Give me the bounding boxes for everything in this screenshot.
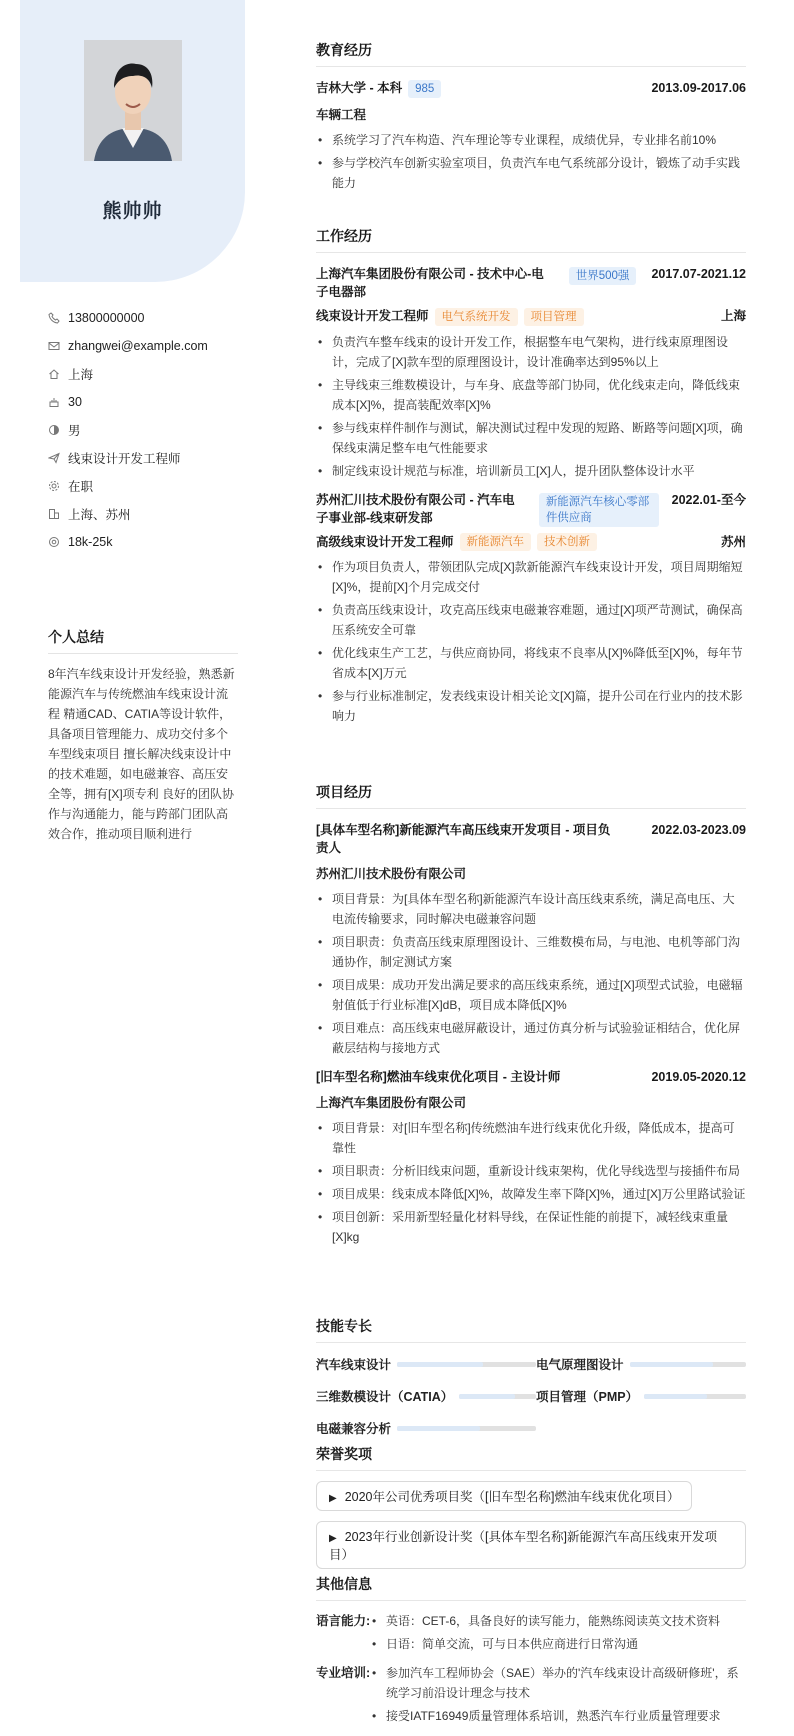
skill-label: 三维数模设计（CATIA） bbox=[316, 1390, 454, 1404]
contact-text: 男 bbox=[68, 424, 81, 438]
project-header bbox=[316, 1068, 746, 1086]
skill-label: 电磁兼容分析 bbox=[316, 1422, 392, 1436]
work-header bbox=[316, 265, 746, 301]
phone-icon bbox=[48, 312, 60, 324]
skill-item bbox=[316, 1355, 536, 1373]
work-section bbox=[316, 226, 746, 729]
skill-tag: 新能源汽车 bbox=[460, 533, 532, 551]
list-item: • 参与行业标准制定，发表线束设计相关论文[X]篇，提升公司在行业内的技术影响力 bbox=[316, 686, 746, 726]
company-tag: 世界500强 bbox=[569, 267, 637, 285]
major: 车辆工程 bbox=[316, 107, 367, 122]
skill-label: 项目管理（PMP） bbox=[536, 1390, 639, 1404]
project-item bbox=[316, 821, 746, 1058]
skills-section bbox=[316, 1316, 746, 1437]
work-item bbox=[316, 265, 746, 481]
language-row bbox=[316, 1611, 746, 1657]
school-tag: 985 bbox=[408, 80, 441, 98]
training-label: 专业培训: bbox=[316, 1666, 371, 1680]
project-bullets bbox=[316, 889, 746, 1058]
education-bullets bbox=[316, 130, 746, 193]
role-title: 高级线束设计开发工程师 bbox=[316, 534, 454, 549]
list-item: • 主导线束三维数模设计，与车身、底盘等部门协同，优化线束走向，降低线束成本[X]%，提高装配效率[X]% bbox=[316, 375, 746, 415]
other-section bbox=[316, 1574, 746, 1729]
education-header bbox=[316, 79, 746, 98]
list-item: • 日语：简单交流，可与日本供应商进行日常沟通 bbox=[370, 1634, 746, 1654]
contact-salary bbox=[48, 528, 238, 556]
projects-section bbox=[316, 782, 746, 1250]
contact-gender bbox=[48, 416, 238, 444]
contact-list bbox=[48, 304, 238, 556]
profile-name: 熊帅帅 bbox=[102, 201, 163, 222]
award-item[interactable] bbox=[316, 1521, 746, 1569]
project-item bbox=[316, 1068, 746, 1247]
list-item: • 项目背景：为[具体车型名称]新能源汽车设计高压线束系统，满足高电压、大电流传输要求，同时解决电磁兼容问题 bbox=[316, 889, 746, 929]
section-title: 教育经历 bbox=[316, 40, 746, 67]
award-text: 2023年行业创新设计奖（[具体车型名称]新能源汽车高压线束开发项目） bbox=[329, 1530, 717, 1562]
contact-text: 18k-25k bbox=[68, 535, 113, 549]
work-bullets bbox=[316, 332, 746, 481]
skill-item bbox=[316, 1419, 536, 1437]
list-item: • 参与线束样件制作与测试，解决测试过程中发现的短路、断路等问题[X]项，确保线束满足整车电气性能要求 bbox=[316, 418, 746, 458]
skill-bar-fill bbox=[644, 1394, 707, 1399]
skills-grid bbox=[316, 1355, 746, 1437]
list-item: • 参与学校汽车创新实验室项目，负责汽车电气系统部分设计，锻炼了动手实践能力 bbox=[316, 153, 746, 193]
company-tag: 新能源汽车核心零部件供应商 bbox=[539, 493, 659, 527]
play-triangle-icon: ▶ bbox=[329, 1533, 337, 1544]
contact-email bbox=[48, 332, 238, 360]
list-item: • 参加汽车工程师协会（SAE）举办的'汽车线束设计高级研修班'，系统学习前沿设计理念与技术 bbox=[370, 1663, 746, 1703]
list-item: • 接受IATF16949质量管理体系培训，熟悉汽车行业质量管理要求 bbox=[370, 1706, 746, 1726]
building-icon bbox=[48, 508, 60, 520]
work-date: 2017.07-2021.12 bbox=[651, 267, 746, 281]
contact-text: 在职 bbox=[68, 480, 94, 494]
company-name: 上海汽车集团股份有限公司 - 技术中心-电子电器部 bbox=[316, 267, 544, 299]
skill-bar bbox=[644, 1394, 746, 1399]
profile-photo bbox=[84, 40, 182, 161]
awards-section bbox=[316, 1444, 746, 1569]
project-date: 2019.05-2020.12 bbox=[651, 1070, 746, 1084]
send-icon bbox=[48, 452, 60, 464]
status-icon bbox=[48, 480, 60, 492]
project-bullets bbox=[316, 1118, 746, 1247]
skill-tag: 电气系统开发 bbox=[435, 308, 518, 326]
skill-bar bbox=[459, 1394, 536, 1399]
training-list bbox=[370, 1663, 746, 1729]
list-item: • 负责汽车整车线束的设计开发工作，根据整车电气架构，进行线束原理图设计，完成了[X]款车型的原理图设计，设计准确率达到95%以上 bbox=[316, 332, 746, 372]
contact-text: 30 bbox=[68, 395, 82, 409]
cake-icon bbox=[48, 396, 60, 408]
coin-icon bbox=[48, 536, 60, 548]
portrait-image bbox=[84, 40, 182, 161]
list-item: • 项目职责：分析旧线束问题，重新设计线束架构，优化导线选型与接插件布局 bbox=[316, 1161, 746, 1181]
skill-label: 电气原理图设计 bbox=[536, 1358, 624, 1372]
skill-bar-fill bbox=[397, 1362, 483, 1367]
skill-item bbox=[536, 1387, 746, 1405]
contact-position bbox=[48, 444, 238, 472]
list-item: • 项目职责：负责高压线束原理图设计、三维数模布局，与电池、电机等部门沟通协作，制定测试方案 bbox=[316, 932, 746, 972]
company-name: 苏州汇川技术股份有限公司 - 汽车电子事业部-线束研发部 bbox=[316, 492, 515, 525]
list-item: • 项目背景：对[旧车型名称]传统燃油车进行线束优化升级，降低成本，提高可靠性 bbox=[316, 1118, 746, 1158]
work-bullets bbox=[316, 557, 746, 726]
work-city: 上海 bbox=[720, 309, 746, 323]
project-name: [具体车型名称]新能源汽车高压线束开发项目 - 项目负责人 bbox=[316, 823, 611, 855]
work-header bbox=[316, 491, 746, 527]
skill-bar bbox=[630, 1362, 746, 1367]
award-text: 2020年公司优秀项目奖（[旧车型名称]燃油车线束优化项目） bbox=[344, 1490, 680, 1504]
work-date: 2022.01-至今 bbox=[671, 492, 746, 507]
summary-text: 8年汽车线束设计开发经验，熟悉新能源汽车与传统燃油车线束设计流程 精通CAD、CATIA等设计软件，具备项目管理能力、成功交付多个车型线束项目 擅长解决线束设计中的技术难题，如电磁兼容、高压安全等，拥有[X]项专利 良好的团队协作与沟通能力，能与跨部门团队高效合作，推动项目顺利进行 bbox=[48, 667, 235, 841]
list-item: • 作为项目负责人，带领团队完成[X]款新能源汽车线束设计开发，项目周期缩短[X]%，提前[X]个月完成交付 bbox=[316, 557, 746, 597]
work-city: 苏州 bbox=[720, 534, 746, 549]
list-item: • 系统学习了汽车构造、汽车理论等专业课程，成绩优异，专业排名前10% bbox=[316, 130, 746, 150]
mail-icon bbox=[48, 340, 60, 352]
contact-status bbox=[48, 472, 238, 500]
section-title: 技能专长 bbox=[316, 1316, 746, 1343]
gender-icon bbox=[48, 424, 60, 436]
education-section bbox=[316, 40, 746, 196]
skill-item bbox=[316, 1387, 536, 1405]
project-company: 苏州汇川技术股份有限公司 bbox=[316, 867, 467, 881]
skill-tag: 项目管理 bbox=[524, 308, 584, 326]
contact-text: 线束设计开发工程师 bbox=[68, 452, 181, 466]
skill-label: 汽车线束设计 bbox=[316, 1358, 392, 1372]
profile-header bbox=[20, 0, 245, 282]
role-row bbox=[316, 533, 746, 552]
award-list bbox=[316, 1471, 746, 1569]
training-row bbox=[316, 1663, 746, 1729]
home-icon bbox=[48, 368, 60, 380]
award-item[interactable] bbox=[316, 1481, 692, 1511]
list-item: • 制定线束设计规范与标准，培训新员工[X]人，提升团队整体设计水平 bbox=[316, 461, 746, 481]
section-title: 项目经历 bbox=[316, 782, 746, 809]
skill-item bbox=[536, 1355, 746, 1373]
sidebar bbox=[20, 0, 245, 1736]
list-item: • 优化线束生产工艺，与供应商协同，将线束不良率从[X]%降低至[X]%，每年节省成本[X]万元 bbox=[316, 643, 746, 683]
contact-work-location bbox=[48, 500, 238, 528]
skill-tag: 技术创新 bbox=[537, 533, 597, 551]
skill-bar-fill bbox=[397, 1426, 480, 1431]
work-item bbox=[316, 491, 746, 727]
list-item: • 英语：CET-6，具备良好的读写能力，能熟练阅读英文技术资料 bbox=[370, 1611, 746, 1631]
project-name: [旧车型名称]燃油车线束优化项目 - 主设计师 bbox=[316, 1070, 561, 1084]
role-line bbox=[316, 307, 584, 326]
list-item: • 项目创新：采用新型轻量化材料导线，在保证性能的前提下，减轻线束重量[X]kg bbox=[316, 1207, 746, 1247]
role-row bbox=[316, 307, 746, 326]
contact-age bbox=[48, 388, 238, 416]
play-triangle-icon: ▶ bbox=[329, 1493, 337, 1504]
contact-location bbox=[48, 360, 238, 388]
contact-text: 上海、苏州 bbox=[68, 508, 131, 522]
role-line bbox=[316, 533, 597, 552]
section-title: 工作经历 bbox=[316, 226, 746, 253]
education-date: 2013.09-2017.06 bbox=[651, 81, 746, 95]
project-header bbox=[316, 821, 746, 857]
skill-bar-fill bbox=[459, 1394, 514, 1399]
contact-phone bbox=[48, 304, 238, 332]
language-label: 语言能力: bbox=[316, 1614, 371, 1628]
project-company: 上海汽车集团股份有限公司 bbox=[316, 1096, 467, 1110]
role-title: 线束设计开发工程师 bbox=[316, 309, 429, 323]
skill-bar-fill bbox=[630, 1362, 714, 1367]
project-date: 2022.03-2023.09 bbox=[651, 823, 746, 837]
contact-text: zhangwei@example.com bbox=[68, 339, 208, 353]
list-item: • 负责高压线束设计，攻克高压线束电磁兼容难题，通过[X]项严苛测试，确保高压系统安全可靠 bbox=[316, 600, 746, 640]
language-list bbox=[370, 1611, 746, 1657]
summary-section bbox=[48, 627, 238, 844]
summary-title: 个人总结 bbox=[48, 627, 238, 654]
list-item: • 项目成果：成功开发出满足要求的高压线束系统，通过[X]项型式试验，电磁辐射值低于行业标准[X]dB，项目成本降低[X]% bbox=[316, 975, 746, 1015]
contact-text: 13800000000 bbox=[68, 311, 145, 325]
section-title: 荣誉奖项 bbox=[316, 1444, 746, 1471]
school-line bbox=[316, 79, 441, 98]
list-item: • 项目难点：高压线束电磁屏蔽设计，通过仿真分析与试验验证相结合，优化屏蔽层结构与接地方式 bbox=[316, 1018, 746, 1058]
skill-bar bbox=[397, 1362, 536, 1367]
list-item: • 项目成果：线束成本降低[X]%，故障发生率下降[X]%，通过[X]万公里路试验证 bbox=[316, 1184, 746, 1204]
contact-text: 上海 bbox=[68, 368, 94, 382]
school-name: 吉林大学 - 本科 bbox=[316, 81, 403, 95]
section-title: 其他信息 bbox=[316, 1574, 746, 1601]
skill-bar bbox=[397, 1426, 536, 1431]
